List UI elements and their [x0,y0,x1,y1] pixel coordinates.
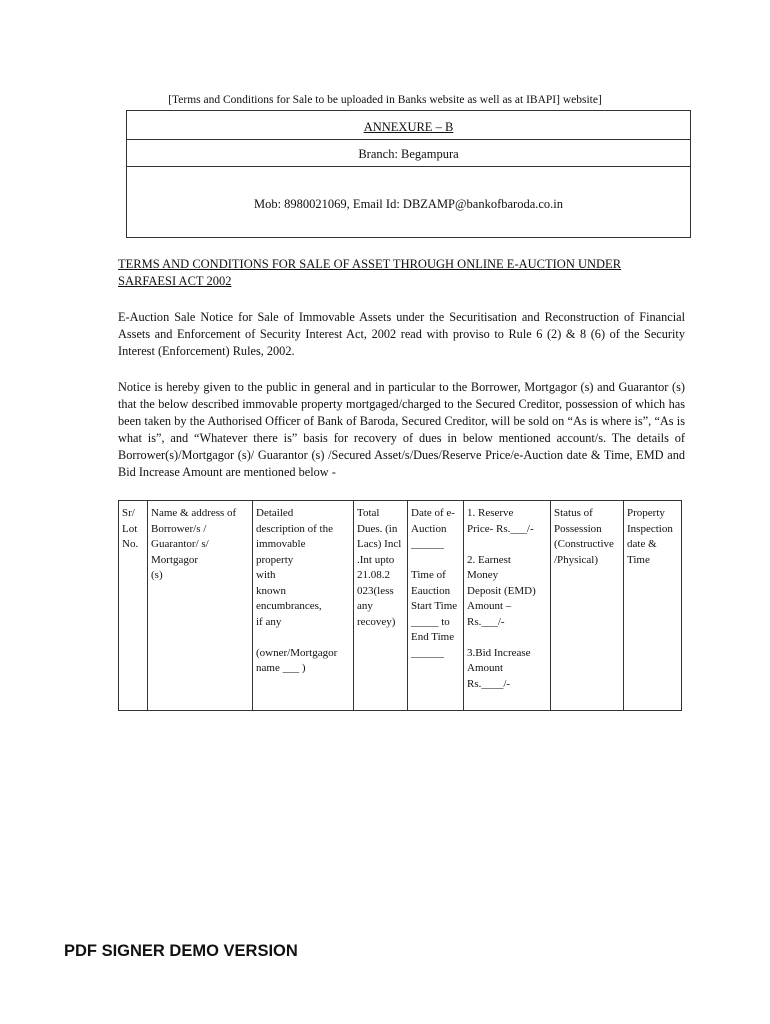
header-divider [127,166,690,167]
notice-paragraph: Notice is hereby given to the public in general and in particular to the Borrower, Mortgagor (s) and Guarantor (s) that the below described immovable property mortgaged/charged to the Secured Creditor, possession of which has been taken by the Authorised Officer of Bank of Baroda, Secured Creditor, will be sold on “As is where is”, “As is what is”, and “Whatever there is” basis for recovery of dues in below mentioned account/s. The details of Borrower(s)/Mortgagor (s)/ Guarantor (s) /Secured Asset/s/Dues/Reserve Price/e-Auction date & Time, EMD and Bid Increase Amount are mentioned below - [118,380,685,479]
table-header-cell: Sr/ Lot No. [119,501,148,711]
intro-paragraph: E-Auction Sale Notice for Sale of Immovable Assets under the Securitisation and Reconstruction of Financial Assets and Enforcement of Security Interest Act, 2002 read with proviso to Rule 6 (2) & 8 (6) of the Security Interest (Enforcement) Rules, 2002. [118,310,685,358]
table-header-cell: Total Dues. (in Lacs) Incl .Int upto 21.08.2 023(less any recovey) [354,501,408,711]
demo-watermark: PDF SIGNER DEMO VERSION [64,942,298,960]
table-header-cell: Property Inspection date & Time [624,501,682,711]
table-header-cell: 1. Reserve Price- Rs.___/- 2. Earnest Money Deposit (EMD) Amount – Rs.___/- 3.Bid Increase Amount Rs.____/- [464,501,551,711]
annexure-title: ANNEXURE – B [363,120,454,134]
table-header-cell: Date of e- Auction ______ Time of Eauction Start Time _____ to End Time ______ [408,501,464,711]
table-header-row [119,501,682,711]
header-divider [127,139,690,140]
top-note: [Terms and Conditions for Sale to be uploaded in Banks website as well as at IBAPI] website] [168,94,602,106]
section-title: TERMS AND CONDITIONS FOR SALE OF ASSET THROUGH ONLINE E-AUCTION UNDER SARFAESI ACT 2002 [118,257,622,288]
table-header-cell: Status of Possession (Constructive /Physical) [551,501,624,711]
annexure-header-box [126,110,691,238]
table-header-cell: Name & address of Borrower/s / Guarantor/ s/ Mortgagor (s) [148,501,253,711]
branch-label: Branch: Begampura [358,147,459,161]
contact-line: Mob: 8980021069, Email Id: DBZAMP@bankofbaroda.co.in [253,197,564,211]
table-header-cell: Detailed description of the immovable property with known encumbrances, if any (owner/Mortgagor name ___ ) [253,501,354,711]
auction-details-table [118,500,682,711]
